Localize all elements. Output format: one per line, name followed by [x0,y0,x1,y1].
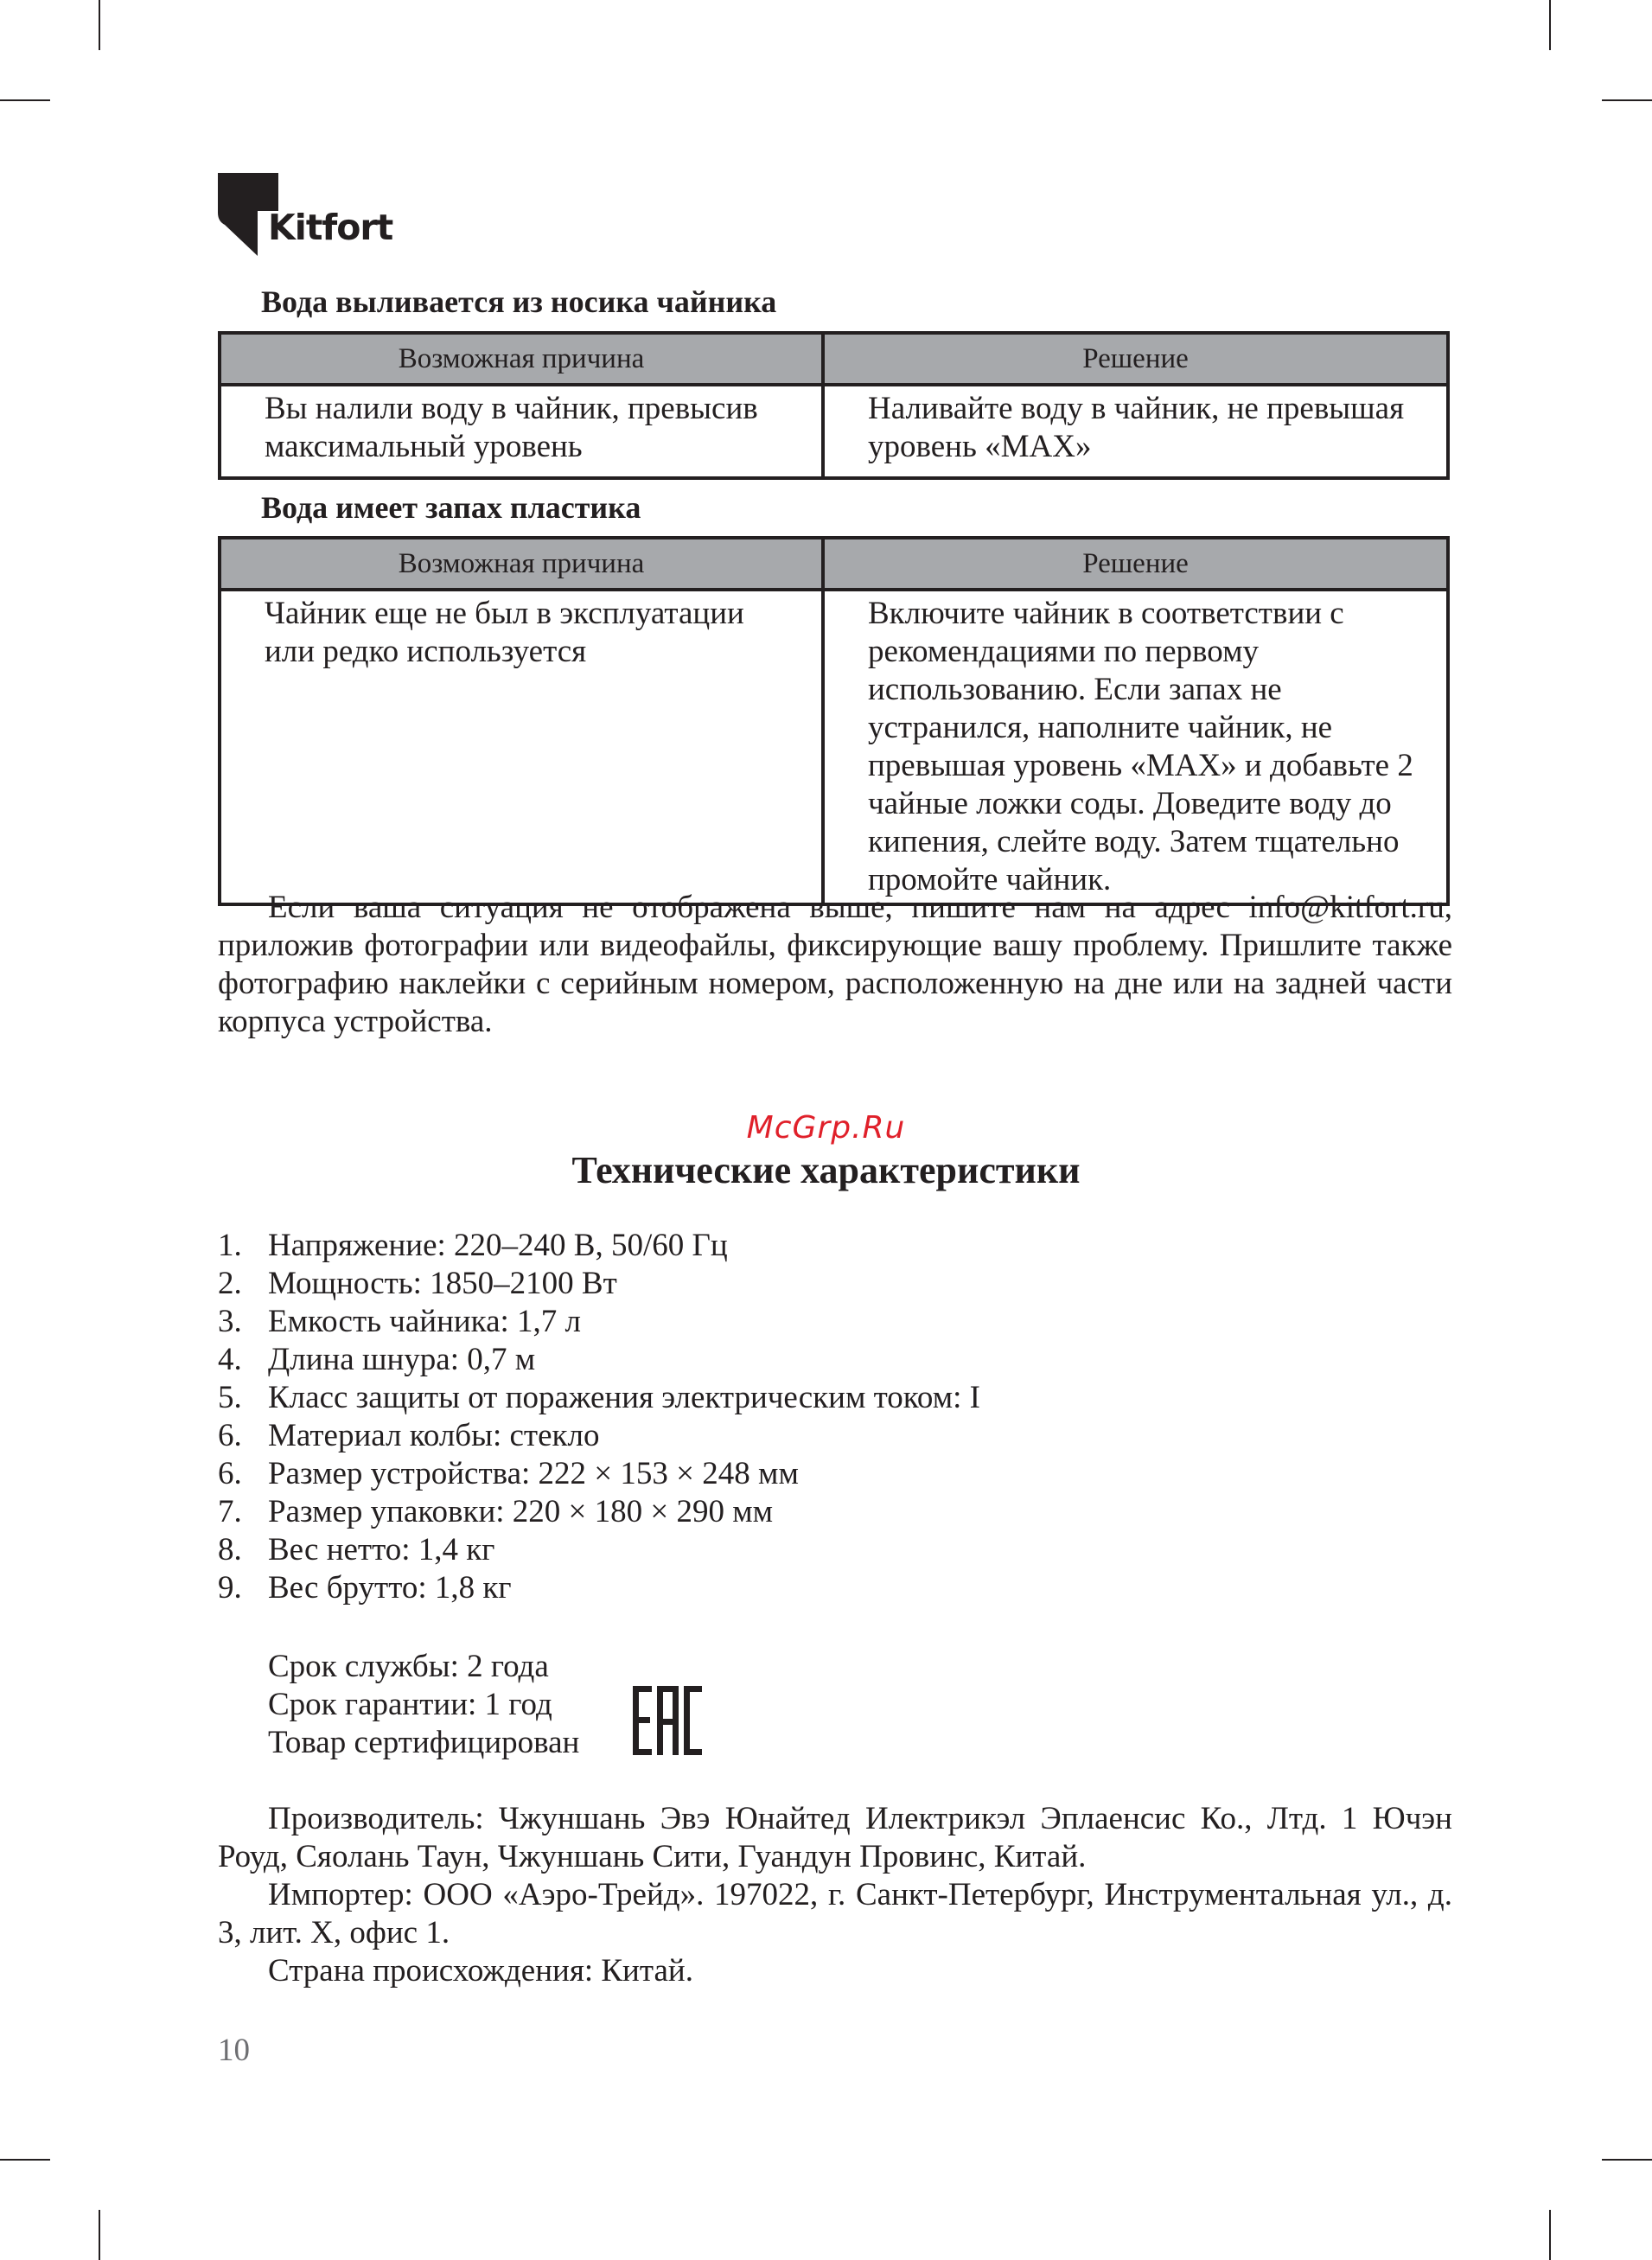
list-item: 5. Класс защиты от поражения электрическим током: I [218,1380,980,1415]
list-item: 7. Размер упаковки: 220 × 180 × 290 мм [218,1494,774,1529]
watermark: McGrp.Ru [746,1110,906,1146]
brand-logo [218,173,391,256]
solution-cell: Наливайте воду в чайник, не превышая уровень «MAX» [823,385,1448,478]
crop-mark [0,99,50,101]
manufacturer-paragraph: Производитель: Чжуншань Эвэ Юнайтед Илектрикэл Эплаенсис Ко., Лтд. 1 Ючэн Роуд, Сяолань Таун, Чжуншань Сити, Гуандун Провинс, Китай. [218,1801,1452,1874]
eac-mark-icon [631,1684,704,1757]
crop-mark [1549,2210,1551,2260]
column-header: Решение [823,538,1448,590]
contact-paragraph: Если ваша ситуация не отображена выше, пишите нам на адрес info@kitfort.ru, приложив фотографии или видеофайлы, фиксирующие вашу проблему. Пришлите также фотографию наклейки с серийным номером, расположенную на дне или на задней части корпуса устройства. [218,890,1452,1039]
crop-mark [0,2159,50,2161]
list-item: 9. Вес брутто: 1,8 кг [218,1570,512,1606]
solution-cell: Включите чайник в соответствии с рекомендациями по первому использованию. Если запах не устранился, наполните чайник, не превышая уровень «MAX» и добавьте 2 чайные ложки соды. Доведите воду до кипения, слейте воду. Затем тщательно промойте чайник. [823,590,1448,904]
section-heading: Вода имеет запах пластика [261,490,641,525]
list-item: 8. Вес нетто: 1,4 кг [218,1532,495,1567]
list-item: 6. Размер устройства: 222 × 153 × 248 мм [218,1456,799,1491]
column-header: Решение [823,333,1448,385]
crop-mark [1549,0,1551,50]
specs-title: Технические характеристики [571,1149,1081,1191]
importer-paragraph: Импортер: ООО «Аэро-Трейд». 197022, г. Санкт-Петербург, Инструментальная ул., д. 3, лит. Х, офис 1. [218,1877,1452,1950]
brand-name: Kitfort [268,207,393,248]
list-item: 3. Емкость чайника: 1,7 л [218,1304,582,1339]
troubleshooting-table [218,331,1450,480]
list-item: 1. Напряжение: 220–240 В, 50/60 Гц [218,1228,728,1263]
list-item: 6. Материал колбы: стекло [218,1418,600,1453]
service-info [268,1648,579,1762]
list-item: 2. Мощность: 1850–2100 Вт [218,1266,617,1301]
service-life: Срок службы: 2 года [268,1649,549,1684]
troubleshooting-table [218,536,1450,906]
crop-mark [99,2210,100,2260]
page-number: 10 [218,2033,250,2068]
cause-cell: Вы налили воду в чайник, превысив максимальный уровень [220,385,823,478]
origin-paragraph: Страна происхождения: Китай. [268,1953,693,1989]
certification-text: Товар сертифицирован [268,1725,580,1760]
cause-cell: Чайник еще не был в эксплуатации или редко используется [220,590,823,904]
list-item: 4. Длина шнура: 0,7 м [218,1342,536,1377]
warranty-period: Срок гарантии: 1 год [268,1687,552,1722]
specs-list [218,1227,980,1607]
crop-mark [1602,99,1652,101]
table-row [220,590,1448,904]
crop-mark [1602,2159,1652,2161]
crop-mark [99,0,100,50]
table-row [220,385,1448,478]
section-heading: Вода выливается из носика чайника [261,284,777,319]
column-header: Возможная причина [220,538,823,590]
column-header: Возможная причина [220,333,823,385]
